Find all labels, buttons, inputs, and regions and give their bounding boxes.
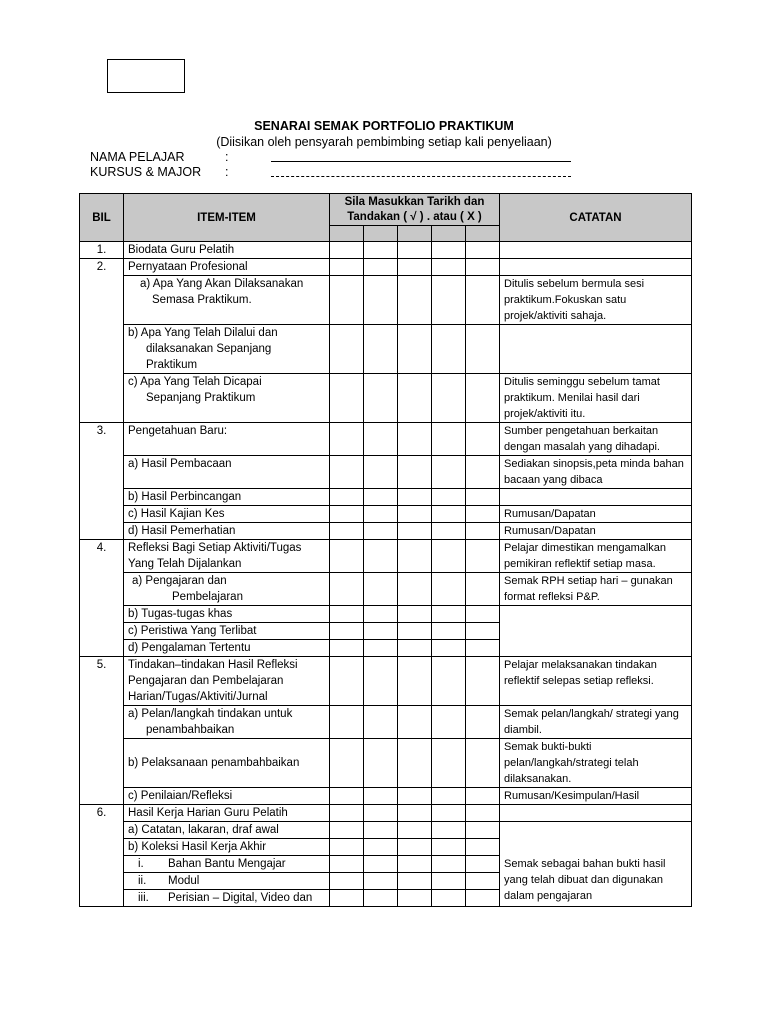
- note-cell: Pelajar melaksanakan tindakan reflektif selepas setiap refleksi.: [500, 657, 692, 706]
- mark-cell[interactable]: [364, 573, 398, 606]
- mark-cell[interactable]: [466, 640, 500, 657]
- mark-cell[interactable]: [398, 788, 432, 805]
- mark-cell[interactable]: [398, 739, 432, 788]
- item-line: Modul: [168, 875, 200, 887]
- mark-cell[interactable]: [398, 839, 432, 856]
- mark-cell[interactable]: [432, 890, 466, 907]
- item-text: [124, 325, 330, 374]
- mark-cell[interactable]: [466, 540, 500, 573]
- table-row: [80, 506, 692, 523]
- mark-cell[interactable]: [466, 839, 500, 856]
- mark-cell[interactable]: [364, 423, 398, 456]
- mark-cell[interactable]: [432, 657, 466, 706]
- note-cell: Semak bukti-bukti pelan/langkah/strategi telah dilaksanakan.: [500, 739, 692, 788]
- mark-cell[interactable]: [432, 540, 466, 573]
- header-item: ITEM-ITEM: [124, 194, 330, 242]
- mark-cell[interactable]: [398, 325, 432, 374]
- mark-cell[interactable]: [330, 788, 364, 805]
- reference-box: [107, 59, 185, 93]
- mark-cell[interactable]: [364, 623, 398, 640]
- mark-cell[interactable]: [432, 523, 466, 540]
- mark-cell[interactable]: [330, 805, 364, 822]
- note-cell: Ditulis sebelum bermula sesi praktikum.Fokuskan satu projek/aktiviti sahaja.: [500, 276, 692, 325]
- note-cell: [500, 489, 692, 506]
- mark-cell[interactable]: [398, 640, 432, 657]
- mark-cell[interactable]: [364, 456, 398, 489]
- mark-cell[interactable]: [398, 873, 432, 890]
- mark-cell[interactable]: [330, 523, 364, 540]
- table-row: [80, 540, 692, 573]
- mark-cell[interactable]: [466, 423, 500, 456]
- mark-header-3: [398, 226, 432, 242]
- mark-cell[interactable]: [398, 890, 432, 907]
- table-row: [80, 259, 692, 276]
- item-line: Pengajaran dan Pembelajaran: [128, 675, 284, 687]
- item-text: a) Hasil Pembacaan: [124, 456, 330, 489]
- mark-cell[interactable]: [330, 890, 364, 907]
- mark-cell[interactable]: [398, 456, 432, 489]
- mark-cell[interactable]: [466, 325, 500, 374]
- mark-cell[interactable]: [466, 873, 500, 890]
- mark-cell[interactable]: [330, 623, 364, 640]
- mark-cell[interactable]: [330, 839, 364, 856]
- item-line: Tindakan–tindakan Hasil Refleksi: [128, 659, 298, 671]
- mark-cell[interactable]: [330, 325, 364, 374]
- mark-cell[interactable]: [432, 739, 466, 788]
- mark-cell[interactable]: [432, 325, 466, 374]
- item-text: [124, 573, 330, 606]
- item-line: penambahbaikan: [146, 724, 235, 736]
- mark-cell[interactable]: [364, 523, 398, 540]
- mark-cell[interactable]: [432, 242, 466, 259]
- note-cell: Semak RPH setiap hari – gunakan format refleksi P&P.: [500, 573, 692, 606]
- item-line: a) Apa Yang Akan Dilaksanakan: [140, 278, 304, 290]
- mark-cell[interactable]: [466, 657, 500, 706]
- mark-header-2: [364, 226, 398, 242]
- item-text: b) Koleksi Hasil Kerja Akhir: [124, 839, 330, 856]
- item-line: dilaksanakan Sepanjang: [146, 343, 272, 355]
- item-line: Perisian – Digital, Video dan: [168, 892, 313, 904]
- row-number: 2.: [80, 259, 124, 423]
- student-name-blank[interactable]: [271, 161, 571, 162]
- mark-cell[interactable]: [432, 788, 466, 805]
- mark-cell[interactable]: [330, 706, 364, 739]
- mark-cell[interactable]: [466, 523, 500, 540]
- mark-cell[interactable]: [330, 489, 364, 506]
- item-text: c) Penilaian/Refleksi: [124, 788, 330, 805]
- mark-cell[interactable]: [432, 640, 466, 657]
- table-row: [80, 325, 692, 374]
- mark-cell[interactable]: [364, 657, 398, 706]
- mark-cell[interactable]: [398, 573, 432, 606]
- mark-cell[interactable]: [432, 623, 466, 640]
- item-text: Pernyataan Profesional: [124, 259, 330, 276]
- mark-cell[interactable]: [364, 374, 398, 423]
- row-number: 5.: [80, 657, 124, 805]
- item-line: Harian/Tugas/Aktiviti/Jurnal: [128, 691, 268, 703]
- student-name-colon: :: [225, 150, 229, 164]
- mark-cell[interactable]: [466, 890, 500, 907]
- student-name-label: NAMA PELAJAR: [90, 150, 185, 164]
- mark-cell[interactable]: [466, 805, 500, 822]
- mark-cell[interactable]: [364, 739, 398, 788]
- mark-cell[interactable]: [364, 259, 398, 276]
- mark-cell[interactable]: [330, 606, 364, 623]
- mark-cell[interactable]: [330, 456, 364, 489]
- item-line: Yang Telah Dijalankan: [128, 558, 242, 570]
- mark-cell[interactable]: [432, 456, 466, 489]
- mark-cell[interactable]: [466, 242, 500, 259]
- item-text: Biodata Guru Pelatih: [124, 242, 330, 259]
- table-row: [80, 706, 692, 739]
- table-row: [80, 657, 692, 706]
- table-row: [80, 805, 692, 822]
- mark-cell[interactable]: [364, 788, 398, 805]
- mark-cell[interactable]: [466, 573, 500, 606]
- mark-cell[interactable]: [364, 489, 398, 506]
- mark-cell[interactable]: [466, 606, 500, 623]
- mark-cell[interactable]: [398, 623, 432, 640]
- note-cell: Rumusan/Dapatan: [500, 506, 692, 523]
- mark-cell[interactable]: [364, 805, 398, 822]
- mark-cell[interactable]: [398, 374, 432, 423]
- mark-cell[interactable]: [330, 259, 364, 276]
- table-row: [80, 456, 692, 489]
- header-bil: BIL: [80, 194, 124, 242]
- mark-cell[interactable]: [466, 706, 500, 739]
- note-cell: Semak sebagai bahan bukti hasil yang telah dibuat dan digunakan dalam pengajaran: [500, 822, 692, 907]
- mark-cell[interactable]: [330, 640, 364, 657]
- mark-cell[interactable]: [398, 423, 432, 456]
- mark-cell[interactable]: [466, 856, 500, 873]
- mark-cell[interactable]: [432, 805, 466, 822]
- note-cell: [500, 259, 692, 276]
- note-cell: Sediakan sinopsis,peta minda bahan bacaan yang dibaca: [500, 456, 692, 489]
- header-note: CATATAN: [500, 194, 692, 242]
- mark-cell[interactable]: [364, 540, 398, 573]
- note-cell: Rumusan/Dapatan: [500, 523, 692, 540]
- mark-cell[interactable]: [432, 374, 466, 423]
- item-text: c) Hasil Kajian Kes: [124, 506, 330, 523]
- table-row: [80, 489, 692, 506]
- roman-numeral: iii.: [138, 892, 149, 904]
- item-text: b) Hasil Perbincangan: [124, 489, 330, 506]
- mark-cell[interactable]: [466, 456, 500, 489]
- item-text: [124, 540, 330, 573]
- row-number: 3.: [80, 423, 124, 540]
- mark-cell[interactable]: [432, 276, 466, 325]
- mark-cell[interactable]: [330, 873, 364, 890]
- row-number: 4.: [80, 540, 124, 657]
- item-line: a) Pelan/langkah tindakan untuk: [128, 708, 293, 720]
- table-row: [80, 423, 692, 456]
- table-row: [80, 523, 692, 540]
- mark-cell[interactable]: [364, 606, 398, 623]
- item-line: Praktikum: [146, 359, 198, 371]
- item-text: [124, 657, 330, 706]
- item-line: Semasa Praktikum.: [152, 294, 252, 306]
- table-row: [80, 788, 692, 805]
- mark-cell[interactable]: [432, 839, 466, 856]
- mark-cell[interactable]: [432, 489, 466, 506]
- table-row: [80, 739, 692, 788]
- item-text: [124, 890, 330, 907]
- mark-cell[interactable]: [330, 374, 364, 423]
- mark-cell[interactable]: [330, 540, 364, 573]
- mark-cell[interactable]: [432, 856, 466, 873]
- table-row: [80, 242, 692, 259]
- row-number: 1.: [80, 242, 124, 259]
- item-text: b) Pelaksanaan penambahbaikan: [124, 739, 330, 788]
- note-cell: [500, 325, 692, 374]
- course-major-blank[interactable]: [271, 176, 571, 177]
- mark-cell[interactable]: [466, 822, 500, 839]
- item-text: b) Tugas-tugas khas: [124, 606, 330, 623]
- mark-header-4: [432, 226, 466, 242]
- item-text: a) Catatan, lakaran, draf awal: [124, 822, 330, 839]
- mark-cell[interactable]: [330, 573, 364, 606]
- mark-cell[interactable]: [330, 276, 364, 325]
- mark-header-1: [330, 226, 364, 242]
- item-text: c) Peristiwa Yang Terlibat: [124, 623, 330, 640]
- mark-cell[interactable]: [466, 259, 500, 276]
- item-text: [124, 276, 330, 325]
- mark-cell[interactable]: [330, 822, 364, 839]
- mark-cell[interactable]: [364, 640, 398, 657]
- course-major-label: KURSUS & MAJOR: [90, 165, 202, 179]
- mark-cell[interactable]: [364, 325, 398, 374]
- mark-cell[interactable]: [398, 489, 432, 506]
- item-text: d) Pengalaman Tertentu: [124, 640, 330, 657]
- mark-cell[interactable]: [364, 276, 398, 325]
- item-text: Pengetahuan Baru:: [124, 423, 330, 456]
- mark-cell[interactable]: [364, 873, 398, 890]
- mark-cell[interactable]: [432, 873, 466, 890]
- mark-cell[interactable]: [466, 489, 500, 506]
- mark-cell[interactable]: [398, 540, 432, 573]
- mark-cell[interactable]: [432, 423, 466, 456]
- mark-cell[interactable]: [330, 657, 364, 706]
- mark-cell[interactable]: [364, 822, 398, 839]
- item-line: b) Apa Yang Telah Dilalui dan: [128, 327, 278, 339]
- roman-numeral: ii.: [138, 875, 147, 887]
- item-line: Bahan Bantu Mengajar: [168, 858, 286, 870]
- mark-cell[interactable]: [398, 706, 432, 739]
- table-row: [80, 822, 692, 839]
- mark-cell[interactable]: [432, 573, 466, 606]
- header-date-line1: Sila Masukkan Tarikh dan: [344, 195, 485, 208]
- mark-cell[interactable]: [432, 706, 466, 739]
- note-cell: [500, 606, 692, 657]
- mark-cell[interactable]: [364, 506, 398, 523]
- document-title: SENARAI SEMAK PORTFOLIO PRAKTIKUM: [254, 119, 514, 133]
- item-text: [124, 873, 330, 890]
- mark-cell[interactable]: [432, 259, 466, 276]
- item-line: Refleksi Bagi Setiap Aktiviti/Tugas: [128, 542, 302, 554]
- item-text: d) Hasil Pemerhatian: [124, 523, 330, 540]
- item-line: c) Apa Yang Telah Dicapai: [128, 376, 262, 388]
- checklist-table: [79, 193, 692, 907]
- mark-cell[interactable]: [364, 242, 398, 259]
- item-line: Pembelajaran: [172, 591, 243, 603]
- mark-cell[interactable]: [398, 856, 432, 873]
- table-row: [80, 276, 692, 325]
- mark-cell[interactable]: [398, 242, 432, 259]
- mark-cell[interactable]: [364, 856, 398, 873]
- note-cell: Sumber pengetahuan berkaitan dengan masalah yang dihadapi.: [500, 423, 692, 456]
- row-number: 6.: [80, 805, 124, 907]
- mark-cell[interactable]: [466, 506, 500, 523]
- mark-cell[interactable]: [466, 788, 500, 805]
- mark-cell[interactable]: [466, 739, 500, 788]
- mark-cell[interactable]: [364, 890, 398, 907]
- mark-cell[interactable]: [398, 606, 432, 623]
- mark-cell[interactable]: [398, 657, 432, 706]
- note-cell: [500, 805, 692, 822]
- table-row: [80, 573, 692, 606]
- table-row: [80, 374, 692, 423]
- mark-cell[interactable]: [432, 606, 466, 623]
- mark-cell[interactable]: [466, 623, 500, 640]
- table-row: [80, 606, 692, 623]
- note-cell: Semak pelan/langkah/ strategi yang diambil.: [500, 706, 692, 739]
- mark-cell[interactable]: [466, 276, 500, 325]
- mark-cell[interactable]: [398, 805, 432, 822]
- mark-cell[interactable]: [330, 739, 364, 788]
- item-text: Hasil Kerja Harian Guru Pelatih: [124, 805, 330, 822]
- item-line: a) Pengajaran dan: [132, 575, 227, 587]
- mark-cell[interactable]: [364, 839, 398, 856]
- mark-cell[interactable]: [466, 374, 500, 423]
- mark-cell[interactable]: [330, 506, 364, 523]
- mark-cell[interactable]: [398, 523, 432, 540]
- header-date-mark: [330, 194, 500, 226]
- mark-cell[interactable]: [398, 506, 432, 523]
- note-cell: [500, 242, 692, 259]
- mark-cell[interactable]: [398, 276, 432, 325]
- header-date-line2: Tandakan ( √ ) . atau ( X ): [347, 210, 482, 223]
- item-text: [124, 856, 330, 873]
- item-text: [124, 374, 330, 423]
- roman-numeral: i.: [138, 858, 144, 870]
- mark-cell[interactable]: [330, 242, 364, 259]
- document-subtitle: (Diisikan oleh pensyarah pembimbing setiap kali penyeliaan): [216, 135, 552, 149]
- mark-cell[interactable]: [432, 506, 466, 523]
- mark-cell[interactable]: [398, 259, 432, 276]
- mark-cell[interactable]: [398, 822, 432, 839]
- mark-cell[interactable]: [330, 856, 364, 873]
- item-text: [124, 706, 330, 739]
- mark-cell[interactable]: [330, 423, 364, 456]
- note-cell: Pelajar dimestikan mengamalkan pemikiran reflektif setiap masa.: [500, 540, 692, 573]
- course-major-colon: :: [225, 165, 229, 179]
- mark-cell[interactable]: [364, 706, 398, 739]
- mark-cell[interactable]: [432, 822, 466, 839]
- note-cell: Ditulis seminggu sebelum tamat praktikum. Menilai hasil dari projek/aktiviti itu.: [500, 374, 692, 423]
- item-line: Sepanjang Praktikum: [146, 392, 256, 404]
- note-cell: Rumusan/Kesimpulan/Hasil: [500, 788, 692, 805]
- mark-header-5: [466, 226, 500, 242]
